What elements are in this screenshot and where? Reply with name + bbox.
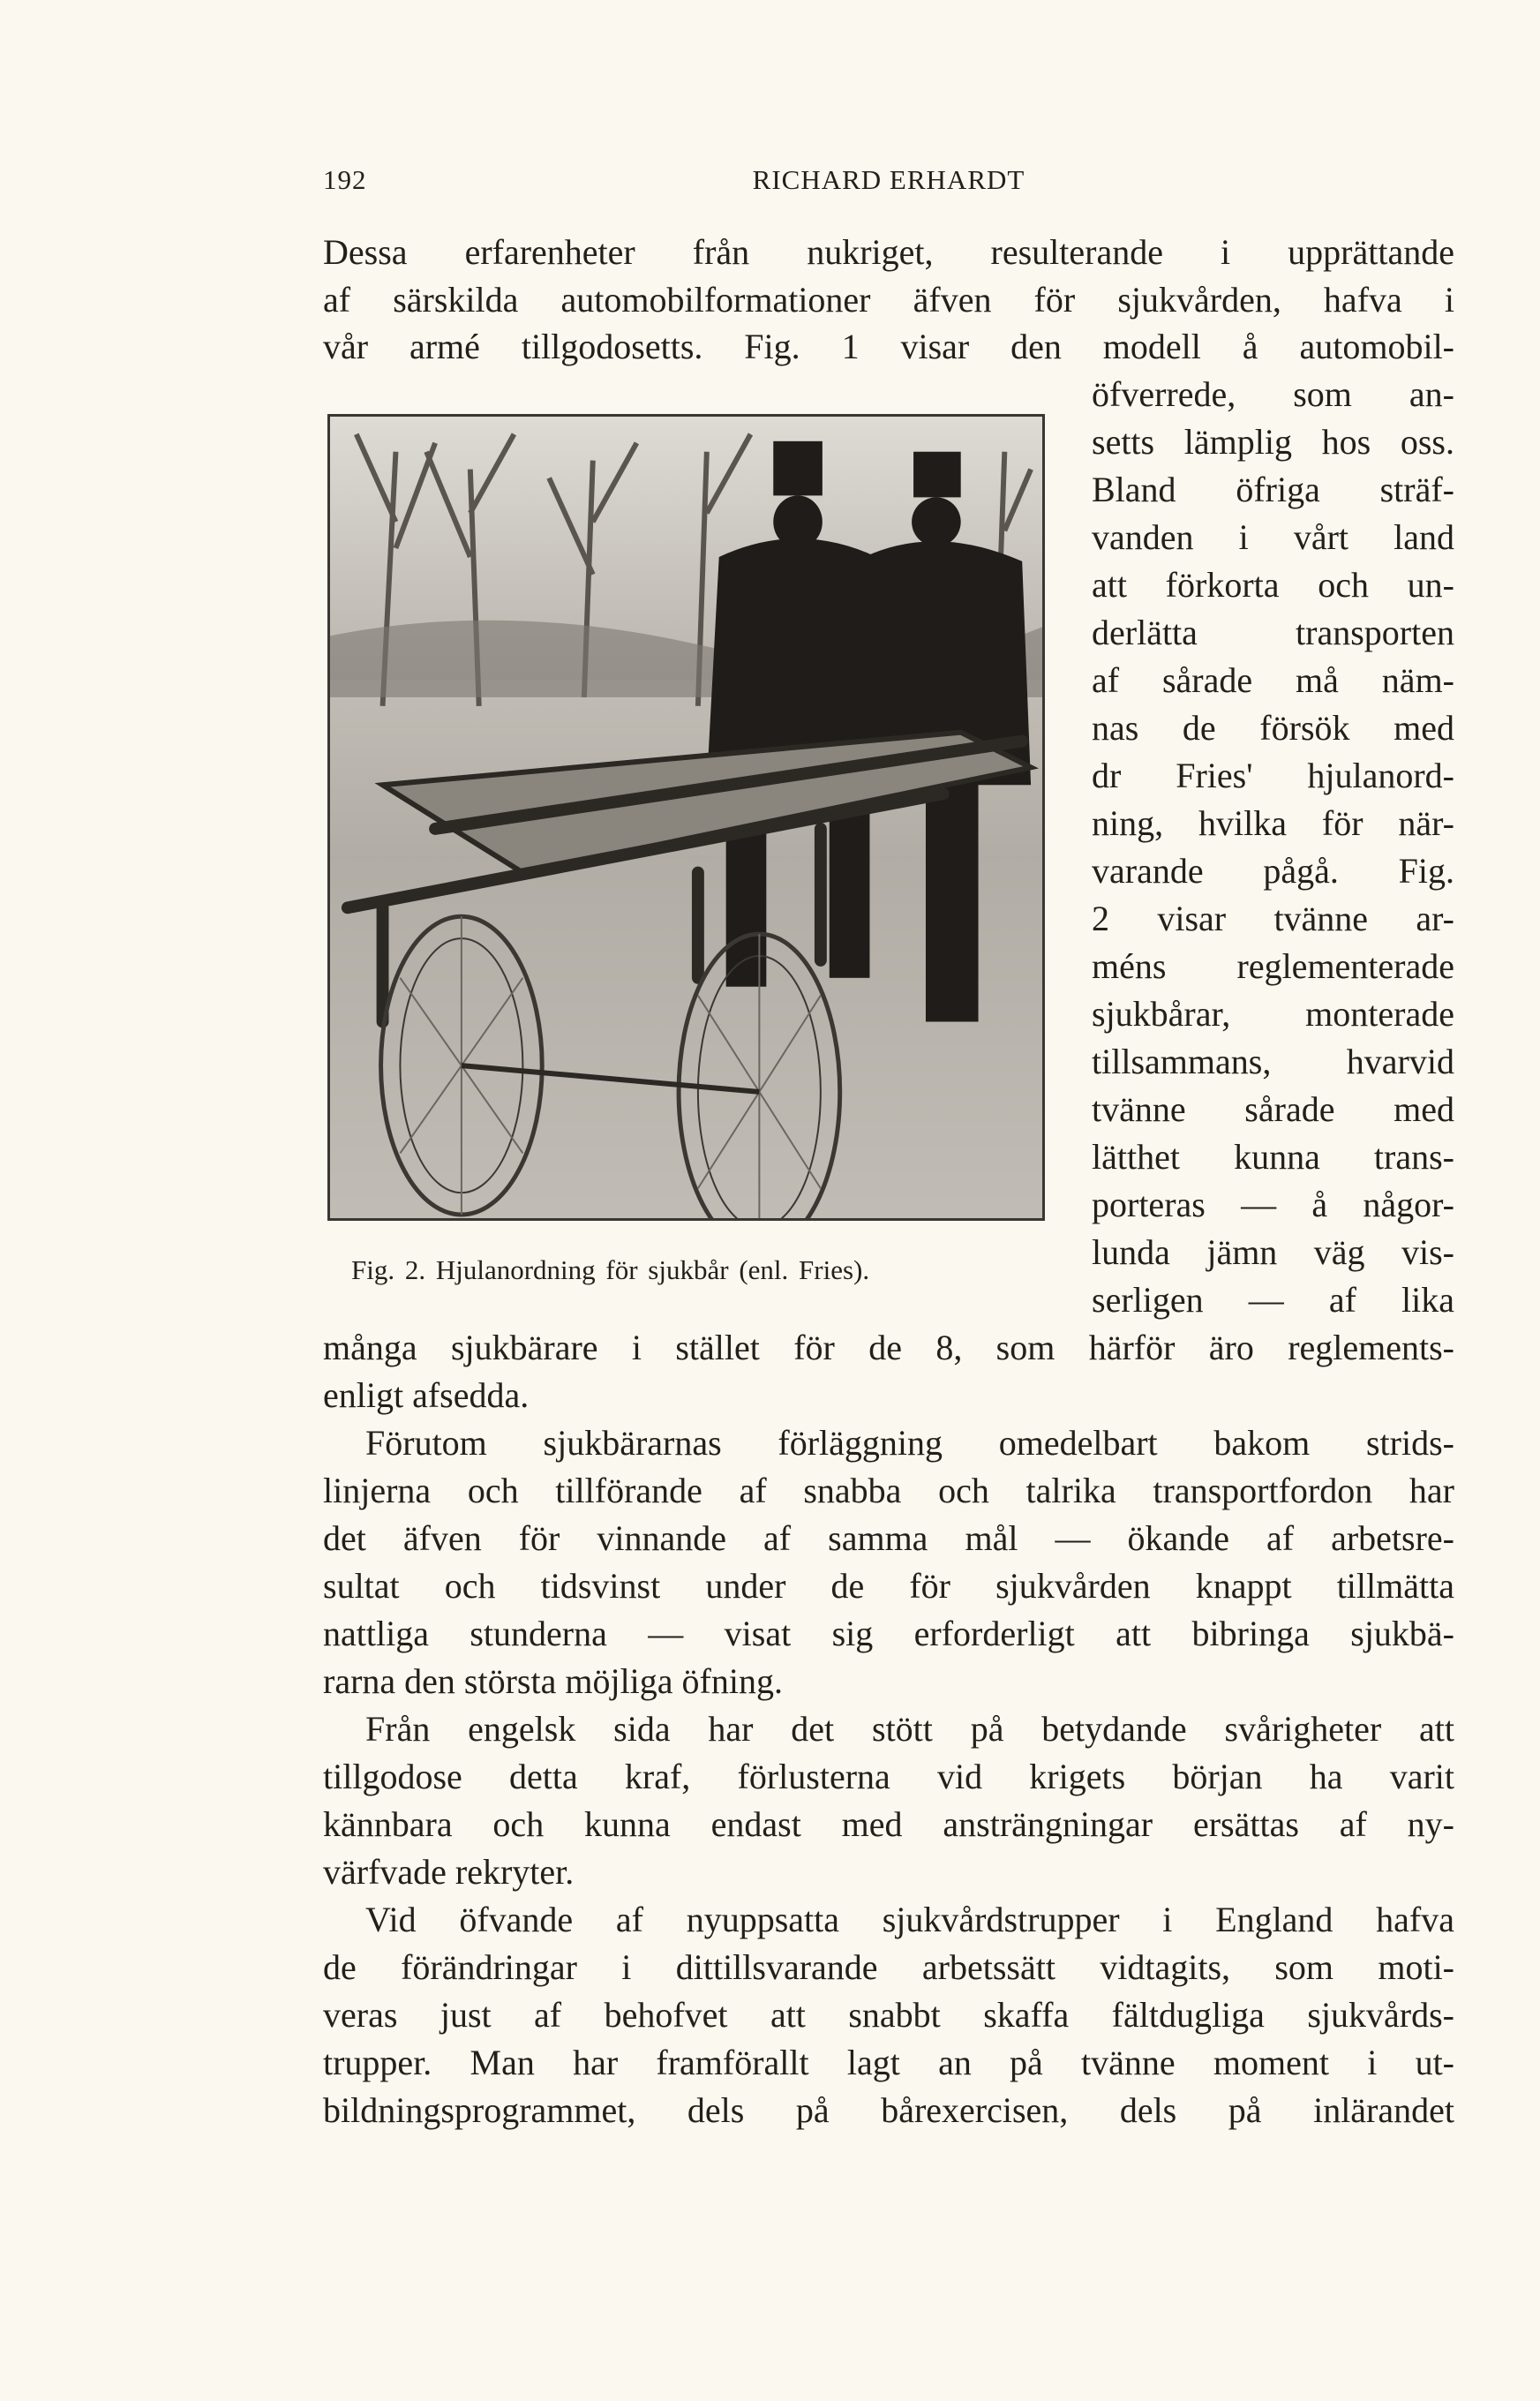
body-line: Vid öfvande af nyuppsatta sjukvårdstrupper i England hafva (365, 1900, 1454, 1939)
figure-caption: Fig. 2. Hjulanordning för sjukbår (enl. Fries). (351, 1254, 870, 1285)
page-number: 192 (323, 164, 367, 195)
running-head (323, 164, 1454, 203)
body-line: sjukbårar, monterade (1092, 994, 1454, 1034)
body-line: setts lämplig hos oss. (1092, 422, 1454, 462)
body-line: det äfven för vinnande af samma mål — ökande af arbetsre- (323, 1518, 1454, 1558)
body-line: trupper. Man har framförallt lagt an på tvänne moment i ut- (323, 2043, 1454, 2082)
body-line: de förändringar i dittillsvarande arbetssätt vidtagits, som moti- (323, 1947, 1454, 1987)
body-line: sultat och tidsvinst under de för sjukvården knappt tillmätta (323, 1566, 1454, 1606)
body-line: nattliga stunderna — visat sig erforderligt att bibringa sjukbä- (323, 1614, 1454, 1653)
body-line: varande pågå. Fig. (1092, 851, 1454, 891)
body-line: af särskilda automobilformationer äfven för sjukvården, hafva i (323, 280, 1454, 320)
body-line: tvänne sårade med (1092, 1089, 1454, 1129)
running-title: RICHARD ERHARDT (752, 164, 1025, 195)
body-line: veras just af behofvet att snabbt skaffa fältdugliga sjukvårds- (323, 1995, 1454, 2035)
body-line: många sjukbärare i stället för de 8, som härför äro reglements- (323, 1328, 1454, 1367)
body-line: att förkorta och un- (1092, 565, 1454, 605)
body-line: dr Fries' hjulanord- (1092, 756, 1454, 795)
body-line: öfverrede, som an- (1092, 374, 1454, 414)
body-line: Dessa erfarenheter från nukriget, resulterande i upprättande (323, 232, 1454, 272)
body-line: ning, hvilka för när- (1092, 803, 1454, 843)
body-line: Från engelsk sida har det stött på betydande svårigheter att (365, 1709, 1454, 1749)
body-line: rarna den största möjliga öfning. (323, 1661, 783, 1701)
body-line: tillgodose detta kraf, förlusterna vid krigets början ha varit (323, 1757, 1454, 1796)
body-line: enligt afsedda. (323, 1375, 530, 1415)
body-line: lunda jämn väg vis- (1092, 1232, 1454, 1272)
body-line: derlätta transporten (1092, 613, 1454, 652)
body-line: vanden i vårt land (1092, 517, 1454, 557)
stretcher-photograph (327, 414, 1045, 1221)
body-line: lätthet kunna trans- (1092, 1137, 1454, 1177)
body-line: nas de försök med (1092, 708, 1454, 748)
body-line: Förutom sjukbärarnas förläggning omedelbart bakom strids- (365, 1423, 1454, 1463)
body-line: serligen — af lika (1092, 1280, 1454, 1320)
body-line: linjerna och tillförande af snabba och talrika transportfordon har (323, 1471, 1454, 1510)
body-line: af sårade må näm- (1092, 660, 1454, 700)
body-line: tillsammans, hvarvid (1092, 1042, 1454, 1081)
body-line: vår armé tillgodosetts. Fig. 1 visar den modell å automobil- (323, 327, 1454, 366)
body-line: värfvade rekryter. (323, 1852, 575, 1892)
body-line: 2 visar tvänne ar- (1092, 899, 1454, 938)
body-line: porteras — å någor- (1092, 1185, 1454, 1224)
body-line: méns reglementerade (1092, 946, 1454, 986)
body-line: kännbara och kunna endast med ansträngningar ersättas af ny- (323, 1804, 1454, 1844)
body-line: bildningsprogrammet, dels på bårexercisen, dels på inlärandet (323, 2090, 1454, 2130)
body-line: Bland öfriga sträf- (1092, 470, 1454, 509)
